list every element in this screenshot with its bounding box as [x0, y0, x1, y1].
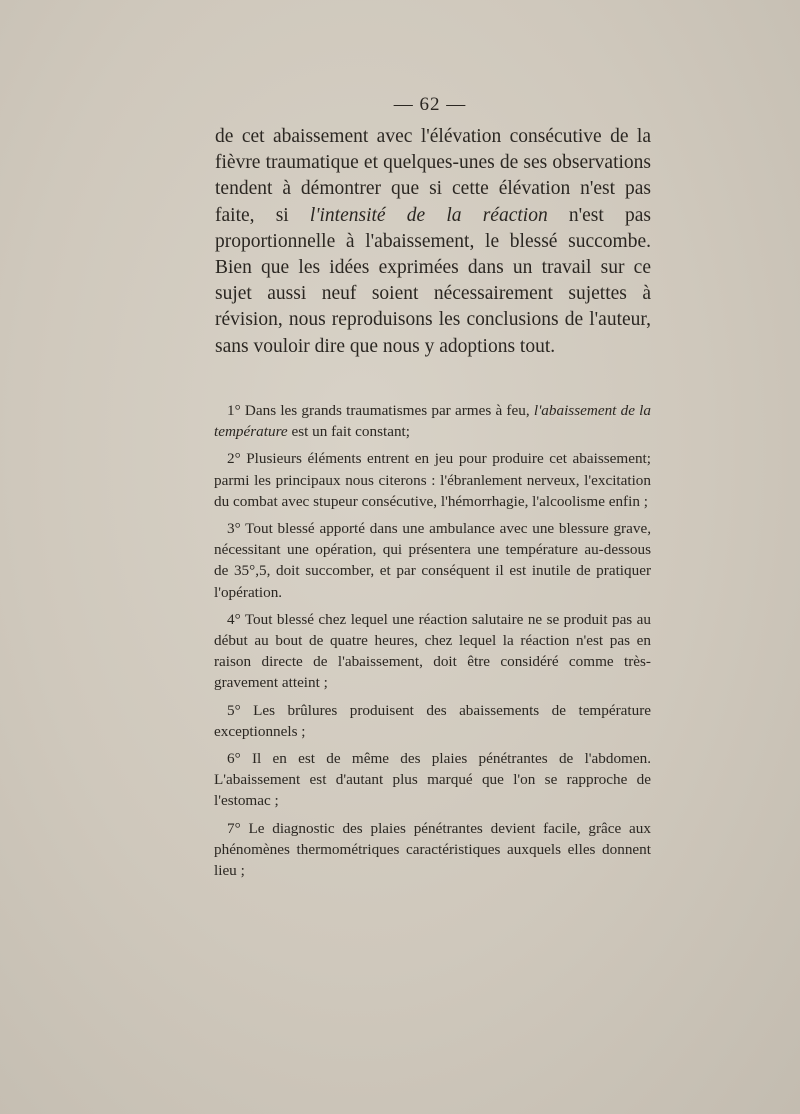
conclusion-1-italic: l'abaissement de la température — [214, 402, 651, 441]
conclusion-1-part-2: est un fait constant; — [287, 423, 410, 441]
intro-paragraph — [215, 124, 651, 360]
conclusion-7: 7° Le diagnostic des plaies pénétrantes devient facile, grâce aux phénomènes thermométriques caractéristiques auxquels elles donnent lieu ; — [214, 819, 651, 880]
intro-text-part-1: de cet abaissement avec l'élévation consécutive de la fièvre traumatique et quelques-unes de ses observations tendent à démontrer que si cette élévation n'est pas faite, si — [215, 126, 651, 226]
conclusions-list — [214, 400, 651, 887]
conclusion-1 — [214, 400, 651, 442]
page-number: — 62 — — [393, 94, 467, 115]
conclusion-2: 2° Plusieurs éléments entrent en jeu pour produire cet abaissement; parmi les principaux nous citerons : l'ébranlement nerveux, l'excitation du combat avec stupeur consécutive, l'hémorrhagie, l'alcoolisme enfin ; — [214, 450, 651, 510]
conclusion-5: 5° Les brûlures produisent des abaissements de température exceptionnels ; — [214, 701, 651, 740]
conclusion-6: 6° Il en est de même des plaies pénétrantes de l'abdomen. L'abaissement est d'autant plus marqué que l'on se rapproche de l'estomac ; — [214, 750, 651, 810]
intro-italic-phrase: l'intensité de la réaction — [309, 204, 548, 226]
intro-text-part-2: n'est pas proportionnelle à l'abaissement, le blessé succombe. Bien que les idées exprimées dans un travail sur ce sujet aussi neuf soient nécessairement sujettes à révision, nous reproduisons les conclusions de l'auteur, sans vouloir dire que nous y adoptions tout. — [215, 204, 652, 357]
conclusion-1-part-1: 1° Dans les grands traumatismes par armes à feu, — [227, 402, 534, 419]
conclusion-4: 4° Tout blessé chez lequel une réaction salutaire ne se produit pas au début au bout de quatre heures, chez lequel la réaction n'est pas en raison directe de l'abaissement, doit être considéré comme très-gravement atteint ; — [214, 610, 651, 692]
conclusion-3: 3° Tout blessé apporté dans une ambulance avec une blessure grave, nécessitant une opération, qui présentera une température au-dessous de 35°,5, doit succomber, et par conséquent il est inutile de pratiquer l'opération. — [214, 520, 651, 601]
intro-text — [215, 124, 651, 360]
